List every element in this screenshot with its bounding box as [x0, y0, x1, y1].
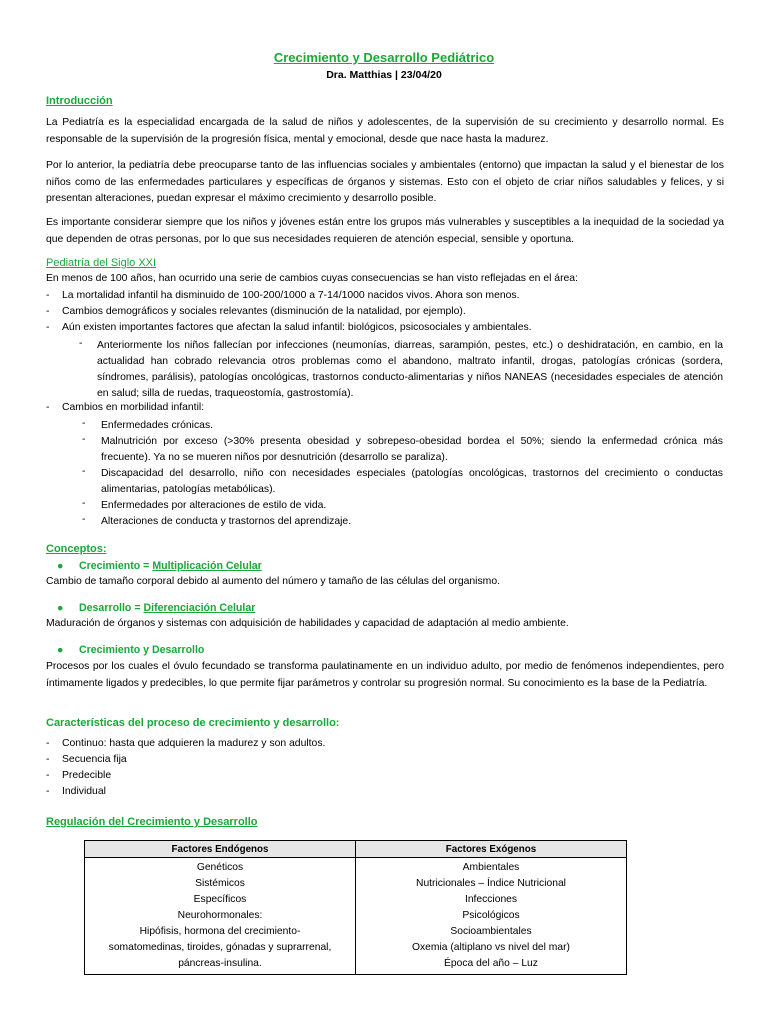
siglo-item-3: Aún existen importantes factores que afectan la salud infantil: biológicos, psicosociales y ambientales.	[62, 322, 532, 333]
dash-marker: -	[46, 786, 50, 797]
siglo-heading: Pediatría del Siglo XXI	[46, 257, 157, 269]
endogeno-item: Sistémicos	[195, 878, 245, 889]
morbilidad-item-4: Enfermedades por alteraciones de estilo de vida.	[101, 500, 327, 511]
bullet-icon: ●	[57, 644, 64, 656]
caracteristica-item-4: Individual	[62, 786, 106, 797]
exogeno-item: Infecciones	[464, 894, 518, 905]
dash-marker: -	[46, 770, 50, 781]
dash-marker: -	[46, 290, 50, 301]
exogeno-item: Psicológicos	[462, 910, 520, 921]
concept-crecimiento-desc: Cambio de tamaño corporal debido al aumento del número y tamaño de las células del organismo.	[46, 576, 500, 587]
endogeno-item: Genéticos	[196, 862, 244, 873]
factors-table	[84, 840, 627, 975]
siglo-item-1: La mortalidad infantil ha disminuido de 100-200/1000 a 7-14/1000 nacidos vivos. Ahora son menos.	[62, 290, 520, 301]
caracteristica-item-1: Continuo: hasta que adquieren la madurez y son adultos.	[62, 738, 326, 749]
exogeno-item: Oxemia (altiplano vs nivel del mar)	[412, 942, 570, 953]
caracteristica-item-3: Predecible	[62, 770, 112, 781]
dash-marker: -	[46, 738, 50, 749]
dash-marker: -	[46, 322, 50, 333]
dash-marker: -	[82, 434, 86, 445]
intro-paragraph-3: Es importante considerar siempre que los niños y jóvenes están entre los grupos más vulnerables y susceptibles a la inequidad de la sociedad ya que dependen de otras personas, por lo que sus necesidades requieren de atención especial, sensible y oportuna.	[46, 217, 724, 245]
concept-desarrollo-desc: Maduración de órganos y sistemas con adquisición de habilidades y capacidad de adaptación al medio ambiente.	[46, 618, 569, 629]
morbilidad-label: Cambios en morbilidad infantil:	[62, 402, 205, 413]
table-row	[85, 858, 627, 975]
exogenos-cell	[356, 858, 627, 975]
siglo-item-2: Cambios demográficos y sociales relevantes (disminución de la natalidad, por ejemplo).	[62, 306, 466, 317]
morbilidad-item-2: Malnutrición por exceso (>30% presenta obesidad y sobrepeso-obesidad bordea el 50%; siendo la enfermedad crónica más frecuente). Ya no se mueren niños por desnutrición (desarrollo se paraliza).	[101, 436, 723, 463]
endogeno-item: somatomedinas, tiroides, gónadas y suprarrenal,	[108, 942, 332, 953]
intro-paragraph-2: Por lo anterior, la pediatría debe preocuparse tanto de las influencias sociales y ambientales (entorno) que impactan la salud y el bienestar de los niños como de las enfermedades particulares y específicas de órganos y sistemas. Esto con el objeto de criar niños saludables y felices, y si presentan alteraciones, puedan expresar el máximo crecimiento y desarrollo posible.	[46, 160, 724, 204]
dash-marker: -	[82, 466, 86, 477]
col-header-exogenos: Factores Exógenos	[356, 841, 627, 858]
dash-marker: -	[82, 514, 86, 525]
dash-marker: -	[79, 338, 83, 349]
concept-crecimiento-desarrollo-desc: Procesos por los cuales el óvulo fecundado se transforma paulatinamente en un individuo adulto, por medio de fenómenos independientes, pero íntimamente ligados y predecibles, lo que permite fijar parámetros y controlar su progresión normal. Su conocimiento es la base de la Pediatría.	[46, 661, 724, 689]
endogeno-item: Neurohormonales:	[177, 910, 263, 921]
exogeno-item: Socioambientales	[450, 926, 532, 937]
morbilidad-item-1: Enfermedades crónicas.	[101, 420, 214, 431]
endogenos-cell	[85, 858, 356, 975]
dash-marker: -	[82, 418, 86, 429]
concept-crecimiento-desarrollo	[57, 644, 204, 656]
endogeno-item: Específicos	[193, 894, 247, 905]
bullet-icon: ●	[57, 602, 64, 614]
concept-term: Diferenciación Celular	[143, 602, 256, 614]
intro-paragraph-1: La Pediatría es la especialidad encargada de la salud de niños y adolescentes, de la supervisión de su crecimiento y desarrollo normal. Es responsable de la supervisión de la progresión física, mental y emocional, desde que nace hasta la madurez.	[46, 117, 724, 145]
dash-marker: -	[46, 754, 50, 765]
exogeno-item: Ambientales	[462, 862, 520, 873]
document-title: Crecimiento y Desarrollo Pediátrico	[273, 50, 495, 65]
col-header-endogenos: Factores Endógenos	[85, 841, 356, 858]
concept-label: Desarrollo =	[79, 602, 144, 614]
exogeno-item: Nutricionales – Índice Nutricional	[416, 878, 566, 889]
regulacion-heading: Regulación del Crecimiento y Desarrollo	[46, 816, 258, 828]
endogeno-item: páncreas-insulina.	[178, 958, 262, 969]
conceptos-heading: Conceptos:	[46, 543, 107, 555]
siglo-sub-item: Anteriormente los niños fallecían por infecciones (neumonías, diarreas, sarampión, pestes, etc.) o deshidratación, en cambio, en la actualidad han cobrado relevancia otros problemas como el abandono, maltrato infantil, drogas, patologías crónicas (sordera, síndromes, parálisis), patologías oncológicas, trastornos conducto-alimentarias y niños NANEAS (necesidades especiales de atención en salud; silla de ruedas, traqueostomía, gastrostomía).	[97, 340, 723, 399]
document-byline: Dra. Matthias | 23/04/20	[326, 69, 442, 81]
endogeno-item: Hipófisis, hormona del crecimiento-	[139, 926, 301, 937]
intro-heading: Introducción	[46, 95, 113, 107]
exogeno-item: Época del año – Luz	[444, 958, 538, 969]
concept-label: Crecimiento y Desarrollo	[79, 644, 205, 656]
concept-term: Multiplicación Celular	[152, 560, 262, 572]
dash-marker: -	[46, 306, 50, 317]
caracteristica-item-2: Secuencia fija	[62, 754, 127, 765]
siglo-lead: En menos de 100 años, han ocurrido una serie de cambios cuyas consecuencias se han visto reflejadas en el área:	[46, 273, 578, 284]
caracteristicas-heading: Características del proceso de crecimiento y desarrollo:	[46, 717, 340, 729]
morbilidad-item-5: Alteraciones de conducta y trastornos del aprendizaje.	[101, 516, 352, 527]
concept-desarrollo	[57, 602, 255, 614]
concept-label: Crecimiento =	[79, 560, 153, 572]
concept-crecimiento	[57, 560, 262, 572]
bullet-icon: ●	[57, 560, 64, 572]
morbilidad-item-3: Discapacidad del desarrollo, niño con necesidades especiales (patologías oncológicas, trastornos del crecimiento o conductas alimentarias, patologías metabólicas).	[101, 468, 723, 495]
dash-marker: -	[82, 498, 86, 509]
dash-marker: -	[46, 402, 50, 413]
table-header-row	[85, 841, 627, 858]
